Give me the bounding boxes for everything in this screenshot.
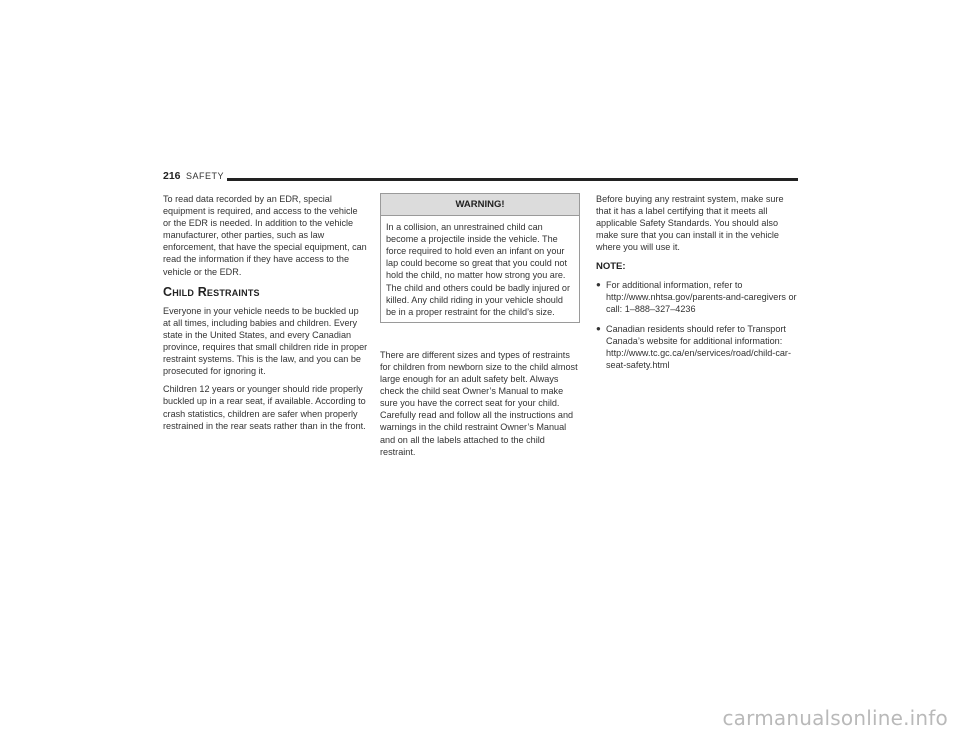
section-name: SAFETY: [186, 171, 225, 181]
note-text: Canadian residents should refer to Transport Canada’s website for additional information: http://www.tc.gc.ca/en/services/road/child-car-seat-safety.html: [606, 323, 791, 371]
bullet-icon: ●: [596, 279, 601, 289]
header-rule: [227, 178, 798, 181]
note-list: [596, 279, 801, 372]
column-middle: [380, 193, 580, 464]
list-item: [596, 323, 801, 371]
page-header: [163, 170, 798, 184]
warning-title: WARNING!: [381, 194, 579, 216]
list-item: [596, 279, 801, 315]
buying-restraint-paragraph: Before buying any restraint system, make sure that it has a label certifying that it meets all applicable Safety Standards. You should also make sure that you can install it in the vehicle where you will use it.: [596, 194, 784, 253]
note-title: NOTE:: [596, 261, 626, 273]
warning-box: [380, 193, 580, 323]
section-title-child-restraints: Child Restraints: [163, 284, 260, 299]
watermark: carmanualsonline.info: [722, 706, 948, 730]
buckle-up-paragraph: Everyone in your vehicle needs to be buckled up at all times, including babies and children. Every state in the United States, and every Canadian province, requires that small children ride in proper restraint systems. This is the law, and you can be prosecuted for ignoring it.: [163, 305, 368, 377]
bullet-icon: ●: [596, 323, 601, 333]
restraint-types-paragraph: There are different sizes and types of restraints for children from newborn size to the child almost large enough for an adult safety belt. Always check the child seat Owner’s Manual to make sure you have the correct seat for your child. Carefully read and follow all the instructions and warnings in the child restraint Owner’s Manual and on all the labels attached to the child restraint.: [380, 349, 578, 457]
edr-paragraph: To read data recorded by an EDR, special equipment is required, and access to the vehicle or the EDR is needed. In addition to the vehicle manufacturer, other parties, such as law enforcement, that have the special equipment, can read the information if they have access to the vehicle or the EDR.: [163, 194, 367, 277]
warning-text: In a collision, an unrestrained child can become a projectile inside the vehicle. The force required to hold even an infant on your lap could become so great that you could not hold the child, no matter how strong you are. The child and others could be badly injured or killed. Any child riding in your vehicle should be in a proper restraint for the child’s size.: [386, 222, 571, 317]
column-left: [163, 193, 368, 438]
note-text: For additional information, refer to http://www.nhtsa.gov/parents-and-caregivers or call: 1–888–327–4236: [606, 279, 797, 314]
column-right: [596, 193, 801, 379]
page-number: 216: [163, 170, 181, 182]
rear-seat-paragraph: Children 12 years or younger should ride properly buckled up in a rear seat, if available. According to crash statistics, children are safer when properly restrained in the rear seats rather than in the front.: [163, 384, 366, 431]
